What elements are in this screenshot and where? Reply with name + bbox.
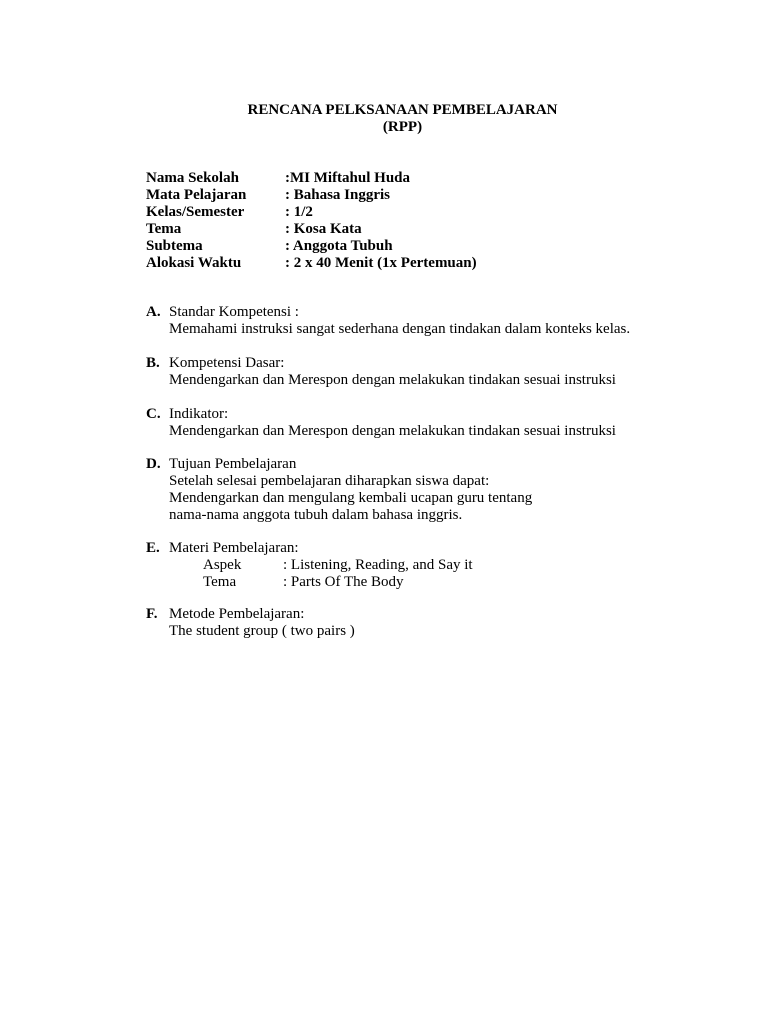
- info-value: : Bahasa Inggris: [285, 187, 391, 203]
- info-value: : Anggota Tubuh: [285, 238, 393, 254]
- section-letter: F.: [146, 606, 158, 622]
- materi-row-tema: [146, 574, 473, 591]
- section-title: Metode Pembelajaran:: [169, 606, 305, 622]
- section-text: Mendengarkan dan Merespon dengan melakukan tindakan sesuai instruksi: [169, 372, 616, 388]
- section-text: nama-nama anggota tubuh dalam bahasa inggris.: [169, 507, 463, 523]
- section-letter: D.: [146, 456, 161, 472]
- materi-key: Tema: [203, 574, 237, 590]
- section-text: Memahami instruksi sangat sederhana dengan tindakan dalam konteks kelas.: [169, 321, 631, 337]
- info-value: : Kosa Kata: [285, 221, 362, 237]
- document-title: RENCANA PELKSANAAN PEMBELAJARAN: [247, 102, 558, 118]
- section-letter: E.: [146, 540, 160, 556]
- info-row-alokasi-waktu: [146, 255, 477, 272]
- info-value: : 1/2: [285, 204, 313, 220]
- info-label: Kelas/Semester: [146, 204, 245, 220]
- info-row-tema: [146, 221, 477, 238]
- section-tujuan-pembelajaran: [146, 456, 532, 524]
- info-value: :MI Miftahul Huda: [285, 170, 411, 186]
- info-row-subtema: [146, 238, 477, 255]
- materi-value: : Listening, Reading, and Say it: [283, 557, 473, 573]
- section-materi-pembelajaran: [146, 540, 473, 591]
- document-subtitle: (RPP): [382, 119, 423, 135]
- materi-row-aspek: [146, 557, 473, 574]
- section-indikator: [146, 406, 616, 440]
- info-row-mata-pelajaran: [146, 187, 477, 204]
- section-text: Mendengarkan dan mengulang kembali ucapan guru tentang: [169, 490, 533, 506]
- section-metode-pembelajaran: [146, 606, 355, 640]
- section-text: The student group ( two pairs ): [169, 623, 355, 639]
- info-label: Tema: [146, 221, 182, 237]
- section-kompetensi-dasar: [146, 355, 616, 389]
- section-text: Setelah selesai pembelajaran diharapkan siswa dapat:: [169, 473, 490, 489]
- materi-key: Aspek: [203, 557, 242, 573]
- materi-value: : Parts Of The Body: [283, 574, 404, 590]
- section-title: Standar Kompetensi :: [169, 304, 299, 320]
- info-label: Nama Sekolah: [146, 170, 239, 186]
- section-letter: A.: [146, 304, 161, 320]
- section-text: Mendengarkan dan Merespon dengan melakukan tindakan sesuai instruksi: [169, 423, 616, 439]
- section-letter: C.: [146, 406, 161, 422]
- section-title: Indikator:: [169, 406, 229, 422]
- info-row-kelas-semester: [146, 204, 477, 221]
- info-label: Alokasi Waktu: [146, 255, 242, 271]
- section-title: Materi Pembelajaran:: [169, 540, 299, 556]
- info-row-nama-sekolah: [146, 170, 477, 187]
- section-standar-kompetensi: [146, 304, 630, 338]
- section-letter: B.: [146, 355, 160, 371]
- info-label: Subtema: [146, 238, 203, 254]
- info-label: Mata Pelajaran: [146, 187, 247, 203]
- section-title: Tujuan Pembelajaran: [169, 456, 297, 472]
- section-title: Kompetensi Dasar:: [169, 355, 285, 371]
- info-value: : 2 x 40 Menit (1x Pertemuan): [285, 255, 477, 271]
- school-info-block: [146, 170, 477, 272]
